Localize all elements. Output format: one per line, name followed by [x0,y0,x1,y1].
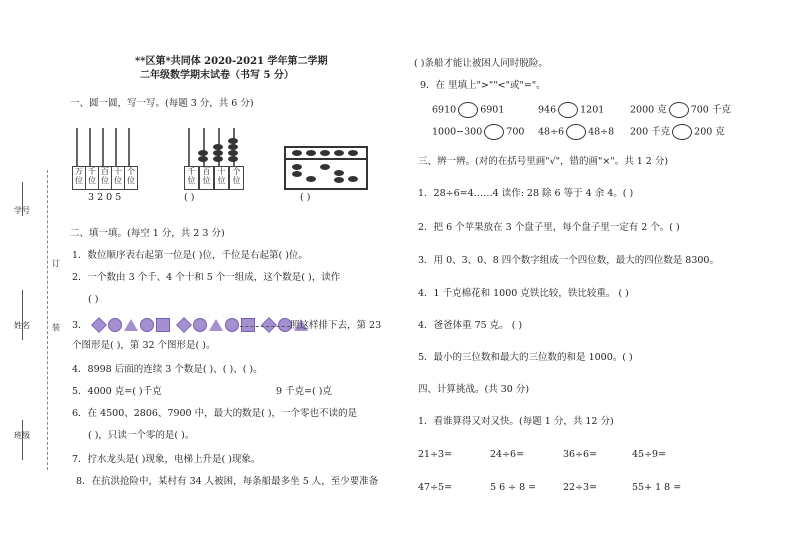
compare-item: 48÷6 48÷8 [538,124,614,140]
compare-item: 946 1201 [538,102,604,118]
class-label: 班级 [14,431,30,440]
abacus-1 [72,126,138,190]
section-4-heading: 四、计算挑战。(共 30 分) [418,384,530,395]
exam-title: **区第*共同体 2020-2021 学年第二学期 [135,56,328,67]
calc-item: 22÷3= [563,482,598,493]
question-6: 6．在 4500、2806、7900 中，最大的数是( )，一个零也不读的是 [72,408,358,419]
abacus2-label: 千位 [187,167,196,185]
abacus3-answer-blank: ( ) [300,192,311,203]
exam-subtitle: 二年级数学期末试卷（书写 5 分） [140,70,294,81]
section-1-heading: 一、圆一圆，写一写。(每题 3 分，共 6 分) [70,98,254,109]
calc-item: 21÷3= [418,449,453,460]
abacus1-label: 十位 [114,167,122,185]
compare-item: 6910 6901 [432,102,504,118]
calc-item: 47÷5= [418,482,453,493]
question-1: 1．数位顺序表右起第一位是( )位，千位是右起第( )位。 [72,250,308,261]
sequence-dashes [240,326,290,327]
judge-4: 4．1 千克棉花和 1000 克铁比较，铁比较重。 ( ) [418,288,629,299]
question-3-number: 3． [72,320,88,331]
question-3-blanks: 个图形是( )，第 32 个图形是( )。 [72,340,216,351]
question-8-continued: ( )条船才能让被困人同时脱险。 [414,58,548,69]
question-5a: 5．4000 克=( )千克 [72,386,162,397]
name-label: 姓名 [14,321,30,330]
calc-instruction: 1．看谁算得又对又快。(每题 1 分，共 12 分) [418,416,614,427]
question-2-blank: ( ) [88,294,99,305]
compare-item: 1000−300 700 [432,124,524,140]
compare-item: 2000 克 700 千克 [630,102,731,118]
question-2: 2．一个数由 3 个千、4 个十和 5 个一组成，这个数是( )，读作 [72,272,341,283]
question-9: 9．在 里填上">""<"或"="。 [420,80,546,91]
question-8: 8．在抗洪抢险中，某村有 34 人被困，每条船最多坐 5 人，至少要准备 [76,476,379,487]
calc-item: 36÷6= [563,449,598,460]
judge-2: 2．把 6 个苹果放在 3 个盘子里，每个盘子里一定有 2 个。( ) [418,222,680,233]
abacus-3 [284,146,368,190]
question-7: 7．拧水龙头是( )现象，电梯上升是( )现象。 [72,454,261,465]
calc-item: 55+ 1 8 = [632,482,682,493]
abacus1-label: 个位 [127,167,135,185]
abacus2-answer-blank: ( ) [184,192,195,203]
calc-item: 45÷9= [632,449,667,460]
binding-line [47,170,48,470]
section-2-heading: 二、填一填。(每空 1 分，共 2 3 分) [70,228,225,239]
abacus1-answer: 3 2 0 5 [88,192,122,203]
abacus2-label: 个位 [232,167,241,185]
shape-sequence [92,314,310,333]
judge-6: 5．最小的三位数和最大的三位数的和是 1000。( ) [418,352,633,363]
judge-3: 3．用 0、3、0、8 四个数字组成一个四位数，最大的四位数是 8300。 [418,255,719,266]
judge-5: 4．爸爸体重 75 克。 ( ) [418,320,523,331]
calc-item: 5 6 ÷ 8 = [490,482,537,493]
question-4: 4．8998 后面的连续 3 个数是( )、( )、( )。 [72,364,263,375]
binding-char-zhuang: 装 [52,323,60,332]
calc-item: 24÷6= [490,449,525,460]
question-6-blanks: ( )，只读一个零的是( )。 [88,430,195,441]
abacus-2 [184,126,244,190]
binding-char-ding: 订 [52,259,60,268]
sideline-mid [22,290,23,340]
question-5b: 9 千克=( )克 [276,386,332,397]
question-3-text: 照这样排下去，第 23 [290,320,382,331]
abacus1-label: 万位 [75,167,83,185]
abacus1-label: 百位 [101,167,109,185]
abacus1-label: 千位 [88,167,96,185]
abacus2-label: 十位 [217,167,226,185]
student-number-label: 学号 [14,206,30,215]
compare-item: 200 千克 200 克 [630,124,725,140]
section-3-heading: 三、辨一辨。(对的在括号里画"√"，错的画"×"。共 1 2 分) [418,156,669,167]
judge-1: 1．28÷6=4……4 读作: 28 除 6 等于 4 余 4。( ) [418,188,634,199]
abacus2-label: 百位 [202,167,211,185]
